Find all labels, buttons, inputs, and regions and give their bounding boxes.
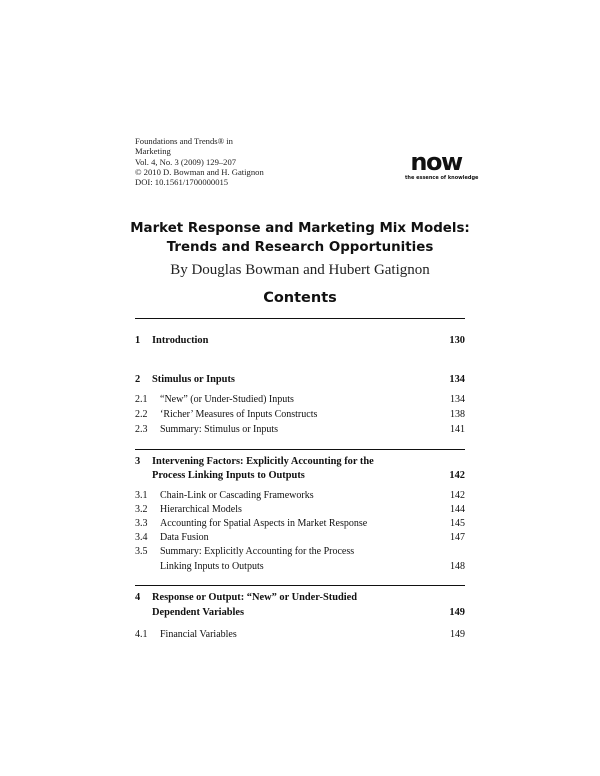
toc-title: Process Linking Inputs to Outputs bbox=[152, 470, 305, 481]
toc-number: 2.1 bbox=[135, 394, 148, 405]
toc-page: 134 bbox=[450, 394, 465, 405]
toc-title: Stimulus or Inputs bbox=[152, 374, 235, 385]
toc-page: 142 bbox=[449, 470, 465, 481]
toc-page: 144 bbox=[450, 504, 465, 515]
toc-number: 3.2 bbox=[135, 504, 148, 515]
toc-number: 3.4 bbox=[135, 532, 148, 543]
toc-chapter-4[interactable] bbox=[135, 592, 465, 606]
toc-section-3-4[interactable] bbox=[135, 532, 465, 546]
toc-section-3-5-cont[interactable] bbox=[135, 561, 465, 575]
toc-section-2-1[interactable] bbox=[135, 394, 465, 408]
toc-page: 141 bbox=[450, 424, 465, 435]
toc-number: 3.3 bbox=[135, 518, 148, 529]
toc-title: Data Fusion bbox=[160, 532, 209, 543]
toc-title: Intervening Factors: Explicitly Accounting for the bbox=[152, 456, 374, 467]
toc-chapter-3[interactable] bbox=[135, 456, 465, 470]
toc-number: 2.3 bbox=[135, 424, 148, 435]
toc-title: Chain-Link or Cascading Frameworks bbox=[160, 490, 314, 501]
toc-title: ‘Richer’ Measures of Inputs Constructs bbox=[160, 409, 318, 420]
copyright: © 2010 D. Bowman and H. Gatignon bbox=[135, 166, 264, 177]
toc-chapter-1[interactable] bbox=[135, 335, 465, 349]
logo-wordmark: now bbox=[410, 148, 462, 176]
toc-page: 148 bbox=[450, 561, 465, 572]
publisher-logo bbox=[405, 148, 479, 181]
toc-number: 4 bbox=[135, 592, 141, 603]
journal-name: Foundations and Trends® in bbox=[135, 136, 233, 146]
toc-title: Introduction bbox=[152, 335, 209, 346]
toc-title: Financial Variables bbox=[160, 629, 237, 640]
toc-section-3-5[interactable] bbox=[135, 546, 465, 560]
toc-section-4-1[interactable] bbox=[135, 629, 465, 643]
toc-page: 134 bbox=[449, 374, 465, 385]
toc-number: 2 bbox=[135, 374, 141, 385]
toc-number: 3.1 bbox=[135, 490, 148, 501]
chapter-divider bbox=[135, 585, 465, 586]
toc-page: 138 bbox=[450, 409, 465, 420]
toc-number: 1 bbox=[135, 335, 141, 346]
toc-title: Hierarchical Models bbox=[160, 504, 242, 515]
toc-section-3-2[interactable] bbox=[135, 504, 465, 518]
title-line-1: Market Response and Marketing Mix Models: bbox=[130, 221, 470, 236]
contents-rule bbox=[135, 318, 465, 319]
toc-number: 3.5 bbox=[135, 546, 148, 557]
toc-chapter-3-cont[interactable] bbox=[135, 470, 465, 484]
volume-info: Vol. 4, No. 3 (2009) 129–207 bbox=[135, 156, 237, 167]
doi: DOI: 10.1561/1700000015 bbox=[135, 177, 229, 188]
toc-page: 149 bbox=[450, 629, 465, 640]
logo-tagline: the essence of knowledge bbox=[405, 175, 479, 181]
toc-title: Summary: Stimulus or Inputs bbox=[160, 424, 279, 435]
toc-title: Summary: Explicitly Accounting for the Process bbox=[160, 546, 355, 557]
publication-info bbox=[135, 136, 264, 187]
toc-chapter-4-cont[interactable] bbox=[135, 607, 465, 621]
toc-title: “New” (or Under-Studied) Inputs bbox=[160, 394, 294, 405]
toc-page: 145 bbox=[450, 518, 465, 529]
toc-section-3-1[interactable] bbox=[135, 490, 465, 504]
toc-title: Dependent Variables bbox=[152, 607, 245, 618]
toc-page: 147 bbox=[450, 532, 465, 543]
toc-title: Linking Inputs to Outputs bbox=[160, 561, 264, 572]
title-line-2: Trends and Research Opportunities bbox=[166, 240, 434, 255]
toc-number: 3 bbox=[135, 456, 141, 467]
toc-title: Response or Output: “New” or Under-Studied bbox=[152, 592, 358, 603]
paper-title bbox=[100, 219, 500, 257]
toc-page: 142 bbox=[450, 490, 465, 501]
toc-page: 149 bbox=[449, 607, 465, 618]
authors: By Douglas Bowman and Hubert Gatignon bbox=[170, 262, 430, 278]
toc-title: Accounting for Spatial Aspects in Market Response bbox=[160, 518, 368, 529]
toc-chapter-2[interactable] bbox=[135, 374, 465, 388]
toc-section-3-3[interactable] bbox=[135, 518, 465, 532]
toc-section-2-3[interactable] bbox=[135, 424, 465, 438]
journal-field: Marketing bbox=[135, 146, 171, 157]
toc-number: 4.1 bbox=[135, 629, 148, 640]
chapter-divider bbox=[135, 449, 465, 450]
toc-page: 130 bbox=[449, 335, 465, 346]
contents-heading: Contents bbox=[263, 290, 337, 306]
toc-section-2-2[interactable] bbox=[135, 409, 465, 423]
toc-number: 2.2 bbox=[135, 409, 148, 420]
